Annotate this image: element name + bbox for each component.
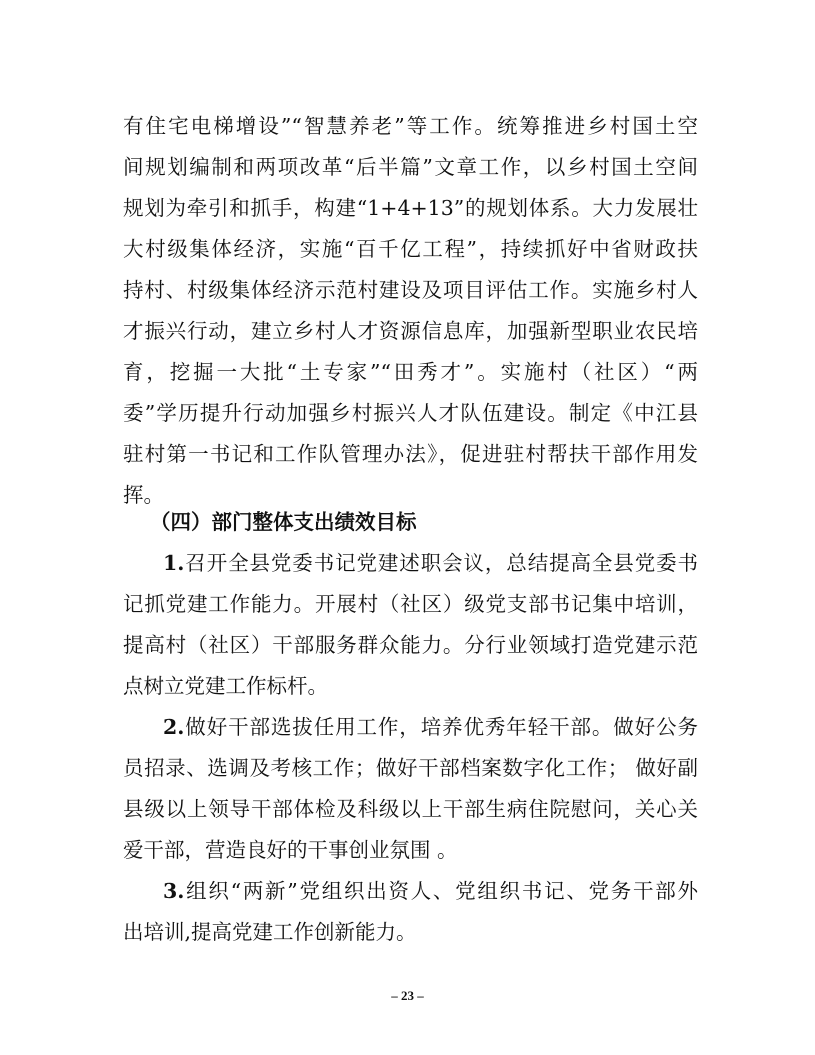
paragraph-line: 间规划编制和两项改革“后半篇”文章工作，以乡村国土空间 (123, 155, 698, 179)
item-text: 做好干部选拔任用工作，培养优秀年轻干部。做好公务 (184, 715, 698, 739)
paragraph-line: 育，挖掘一大批“土专家”“田秀才”。实施村（社区）“两 (123, 360, 698, 384)
paragraph-line: 有住宅电梯增设”“智慧养老”等工作。统筹推进乡村国土空 (123, 114, 698, 138)
list-item-line: 记抓党建工作能力。开展村（社区）级党支部书记集中培训， (123, 592, 698, 616)
list-item-line (163, 549, 698, 577)
list-item-line (163, 713, 698, 741)
item-number: 3. (163, 879, 185, 903)
list-item-line: 爱干部，营造良好的干事创业氛围 。 (123, 838, 458, 862)
section-heading: （四）部门整体支出绩效目标 (150, 510, 417, 534)
list-item-line: 员招录、选调及考核工作；做好干部档案数字化工作； 做好副 (123, 756, 698, 780)
item-number: 1. (163, 551, 185, 575)
paragraph-line: 规划为牵引和抓手，构建“1+4+13”的规划体系。大力发展壮 (123, 196, 698, 220)
list-item-line (163, 877, 698, 905)
paragraph-line: 委”学历提升行动加强乡村振兴人才队伍建设。制定《中江县 (123, 401, 698, 425)
list-item-line: 提高村（社区）干部服务群众能力。分行业领域打造党建示范 (123, 633, 698, 657)
list-item-line: 县级以上领导干部体检及科级以上干部生病住院慰问，关心关 (123, 797, 698, 821)
list-item-line: 出培训,提高党建工作创新能力。 (123, 920, 417, 944)
item-text: 组织“两新”党组织出资人、党组织书记、党务干部外 (184, 879, 698, 903)
paragraph-line: 持村、村级集体经济示范村建设及项目评估工作。实施乡村人 (123, 278, 698, 302)
paragraph-line: 驻村第一书记和工作队管理办法》，促进驻村帮扶干部作用发 (123, 442, 698, 466)
page-number: – 23 – (391, 988, 424, 1003)
item-text: 召开全县党委书记党建述职会议，总结提高全县党委书 (184, 551, 698, 575)
item-number: 2. (163, 715, 185, 739)
paragraph-line: 才振兴行动，建立乡村人才资源信息库，加强新型职业农民培 (123, 319, 698, 343)
list-item-line: 点树立党建工作标杆。 (123, 674, 328, 698)
paragraph-line: 挥。 (123, 483, 164, 507)
paragraph-line: 大村级集体经济，实施“百千亿工程”，持续抓好中省财政扶 (123, 237, 698, 261)
